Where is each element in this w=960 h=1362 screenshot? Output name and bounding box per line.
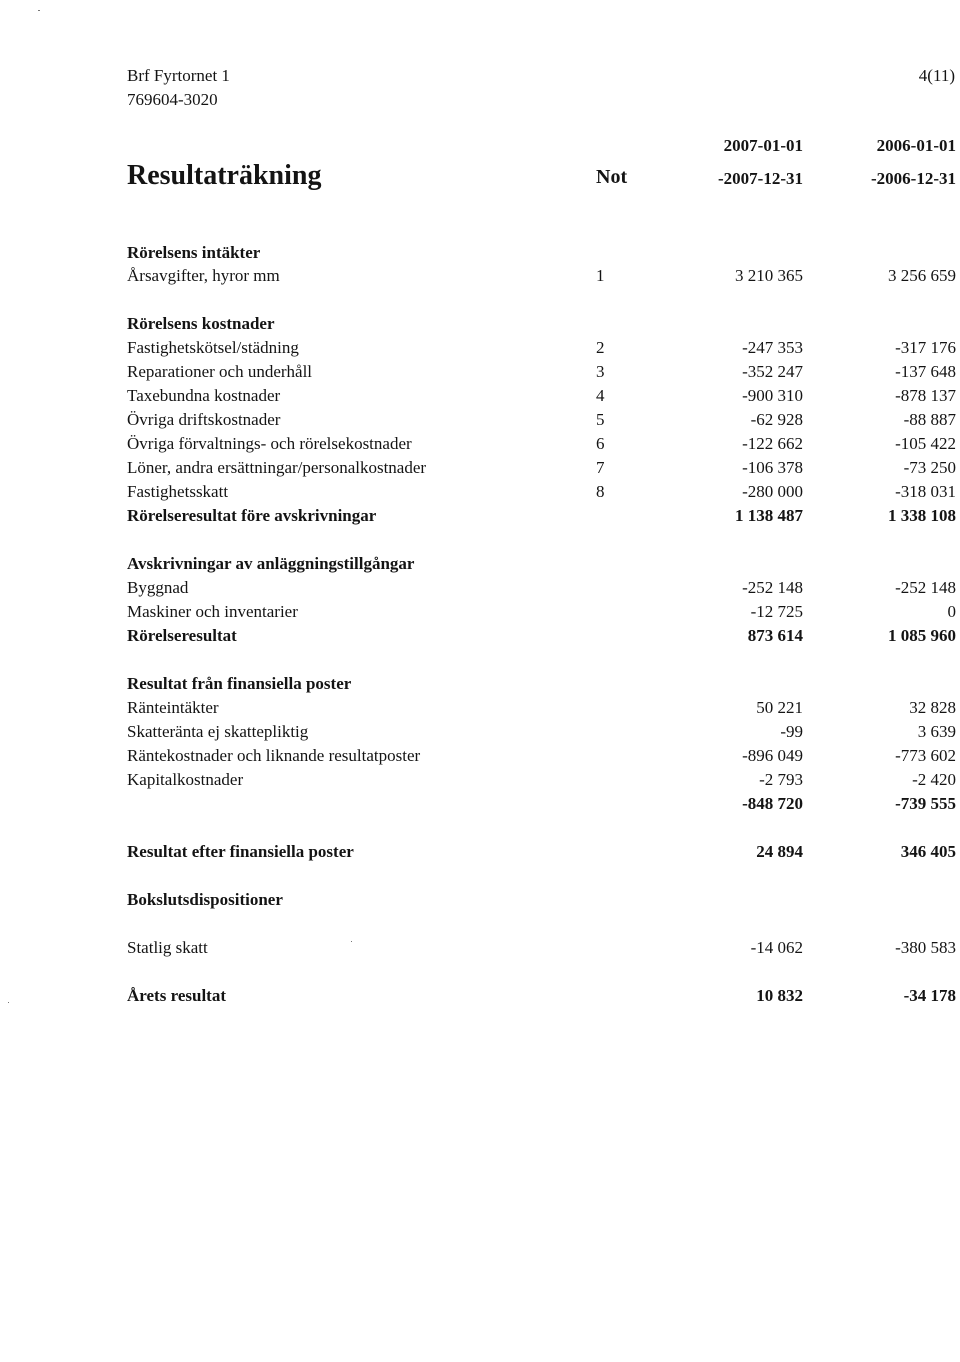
period1-end-header: -2007-12-31 [718, 169, 803, 188]
table-row [0, 554, 960, 578]
row-note: 3 [596, 362, 605, 381]
row-label: Övriga förvaltnings- och rörelsekostnader [127, 434, 412, 453]
org-number: 769604-3020 [127, 90, 218, 109]
table-row [0, 842, 960, 866]
table-row [0, 482, 960, 506]
period2-end-header: -2006-12-31 [871, 169, 956, 188]
table-row [0, 243, 960, 267]
row-value-2006: -380 583 [895, 938, 956, 957]
row-value-2006: 1 085 960 [888, 626, 956, 645]
row-value-2006: -318 031 [895, 482, 956, 501]
row-label: Ränteintäkter [127, 698, 219, 717]
row-value-2006: 0 [947, 602, 956, 621]
row-value-2006: 3 256 659 [888, 266, 956, 285]
row-value-2006: 346 405 [900, 842, 956, 861]
row-label: Rörelseresultat [127, 626, 237, 645]
row-value-2007: -12 725 [750, 602, 803, 621]
row-note: 8 [596, 482, 605, 501]
row-value-2006: -317 176 [895, 338, 956, 357]
table-row [0, 938, 960, 962]
table-row [0, 338, 960, 362]
scan-speck [351, 941, 352, 942]
scan-speck [8, 1002, 9, 1003]
scan-speck [38, 10, 40, 11]
row-note: 2 [596, 338, 605, 357]
row-label: Resultat efter finansiella poster [127, 842, 354, 861]
row-note: 7 [596, 458, 605, 477]
table-row [0, 698, 960, 722]
table-row [0, 314, 960, 338]
row-value-2007: -896 049 [742, 746, 803, 765]
row-label: Taxebundna kostnader [127, 386, 281, 405]
table-row [0, 362, 960, 386]
table-row [0, 794, 960, 818]
row-value-2007: -2 793 [759, 770, 803, 789]
row-label: Rörelsens kostnader [127, 314, 275, 333]
table-row [0, 506, 960, 530]
row-value-2006: -252 148 [895, 578, 956, 597]
table-row [0, 890, 960, 914]
row-value-2006: -2 420 [912, 770, 956, 789]
row-value-2007: 24 894 [756, 842, 803, 861]
table-row [0, 578, 960, 602]
row-value-2006: -34 178 [903, 986, 956, 1005]
row-label: Rörelsens intäkter [127, 243, 261, 262]
row-label: Byggnad [127, 578, 189, 597]
row-value-2007: -280 000 [742, 482, 803, 501]
row-value-2006: -105 422 [895, 434, 956, 453]
table-row [0, 410, 960, 434]
row-value-2007: 1 138 487 [735, 506, 803, 525]
row-value-2006: -739 555 [895, 794, 956, 813]
row-label: Avskrivningar av anläggningstillgångar [127, 554, 415, 573]
table-row [0, 746, 960, 770]
row-value-2007: 3 210 365 [735, 266, 803, 285]
row-label: Reparationer och underhåll [127, 362, 313, 381]
row-value-2007: -247 353 [742, 338, 803, 357]
row-value-2007: 10 832 [756, 986, 803, 1005]
org-name: Brf Fyrtornet 1 [127, 66, 230, 85]
row-value-2007: -352 247 [742, 362, 803, 381]
row-note: 4 [596, 386, 605, 405]
row-label: Maskiner och inventarier [127, 602, 298, 621]
table-row [0, 602, 960, 626]
table-row [0, 722, 960, 746]
table-row [0, 626, 960, 650]
row-value-2006: -88 887 [903, 410, 956, 429]
table-row [0, 266, 960, 290]
table-row [0, 386, 960, 410]
row-value-2007: 873 614 [747, 626, 803, 645]
row-value-2006: -73 250 [903, 458, 956, 477]
row-value-2006: 3 639 [917, 722, 956, 741]
row-value-2007: -900 310 [742, 386, 803, 405]
row-label: Skatteränta ej skattepliktig [127, 722, 309, 741]
row-value-2007: -848 720 [742, 794, 803, 813]
row-value-2007: -62 928 [750, 410, 803, 429]
row-value-2006: -878 137 [895, 386, 956, 405]
row-label: Löner, andra ersättningar/personalkostnader [127, 458, 427, 477]
row-label: Fastighetsskatt [127, 482, 229, 501]
row-value-2006: -773 602 [895, 746, 956, 765]
row-value-2007: -122 662 [742, 434, 803, 453]
table-row [0, 674, 960, 698]
row-value-2007: -14 062 [750, 938, 803, 957]
row-label: Bokslutsdispositioner [127, 890, 283, 909]
row-value-2006: 1 338 108 [888, 506, 956, 525]
note-column-header: Not [596, 166, 628, 188]
row-label: Fastighetskötsel/städning [127, 338, 299, 357]
row-value-2007: -106 378 [742, 458, 803, 477]
table-row [0, 770, 960, 794]
table-row [0, 434, 960, 458]
row-label: Resultat från finansiella poster [127, 674, 352, 693]
row-note: 5 [596, 410, 605, 429]
row-label: Kapitalkostnader [127, 770, 244, 789]
row-label: Årsavgifter, hyror mm [127, 266, 280, 285]
row-label: Övriga driftskostnader [127, 410, 281, 429]
page-number: 4(11) [918, 66, 955, 85]
row-value-2006: 32 828 [909, 698, 956, 717]
row-label: Räntekostnader och liknande resultatposter [127, 746, 421, 765]
row-label: Statlig skatt [127, 938, 208, 957]
row-label: Rörelseresultat före avskrivningar [127, 506, 377, 525]
row-value-2007: 50 221 [756, 698, 803, 717]
table-row [0, 986, 960, 1010]
row-note: 1 [596, 266, 605, 285]
page-title: Resultaträkning [127, 160, 322, 191]
row-value-2007: -99 [780, 722, 803, 741]
row-note: 6 [596, 434, 605, 453]
period2-start-header: 2006-01-01 [876, 136, 956, 155]
period1-start-header: 2007-01-01 [723, 136, 803, 155]
table-row [0, 458, 960, 482]
row-value-2007: -252 148 [742, 578, 803, 597]
row-label: Årets resultat [127, 986, 226, 1005]
row-value-2006: -137 648 [895, 362, 956, 381]
